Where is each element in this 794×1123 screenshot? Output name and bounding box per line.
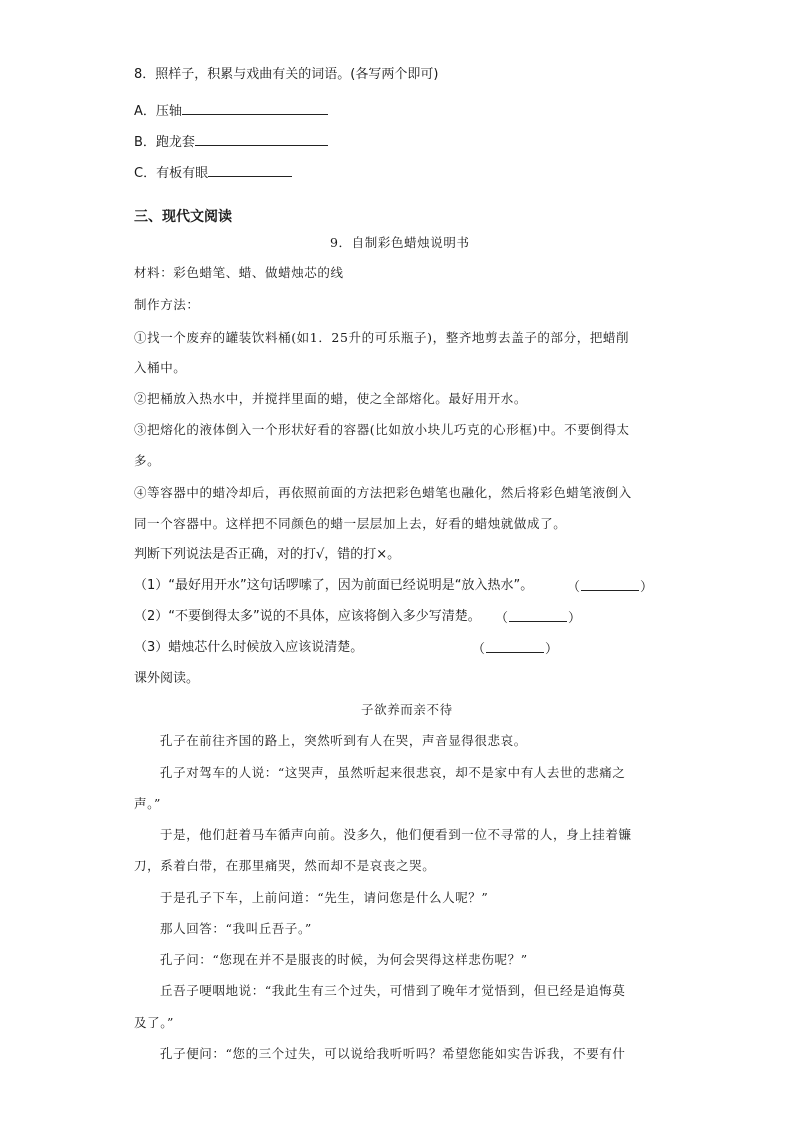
answer-a-label: A．压轴 (134, 104, 182, 119)
story-paragraph: 孔子在前往齐国的路上，突然听到有人在哭，声音显得很悲哀。 (160, 733, 527, 748)
judge-item-1-answer[interactable] (567, 578, 653, 596)
question-8-text: 8．照样子，积累与戏曲有关的词语。(各写两个即可) (134, 67, 439, 82)
judge-item-2-text: （2）“不要倒得太多”说的不具体，应该将倒入多少写清楚。 (134, 609, 481, 624)
step-3-line-2: 多。 (134, 453, 161, 468)
answer-b-row (134, 132, 328, 151)
answer-blank[interactable] (486, 640, 544, 653)
answer-b-blank[interactable] (195, 132, 328, 146)
step-1-line-2: 入桶中。 (134, 360, 187, 375)
story-paragraph: 丘吾子哽咽地说：“我此生有三个过失，可惜到了晚年才觉悟到，但已经是追悔莫 (160, 983, 626, 998)
judge-item-3 (134, 640, 363, 656)
materials-line: 材料：彩色蜡笔、蜡、做蜡烛芯的线 (134, 265, 344, 280)
answer-c-blank[interactable] (208, 163, 292, 177)
step-2-line: ②把桶放入热水中，并搅拌里面的蜡，使之全部熔化。最好用开水。 (134, 391, 528, 406)
answer-b-label: B．跑龙套 (134, 135, 195, 150)
story-title: 子欲养而亲不待 (361, 702, 453, 717)
story-paragraph: 孔子对驾车的人说：“这哭声，虽然听起来很悲哀，却不是家中有人去世的悲痛之 (160, 765, 626, 780)
judge-item-1-text: （1）“最好用开水”这句话啰嗦了，因为前面已经说明是“放入热水”。 (134, 578, 534, 593)
story-paragraph: 孔子便问：“您的三个过失，可以说给我听听吗？希望您能如实告诉我，不要有什 (160, 1046, 626, 1061)
open-paren: （ (495, 611, 509, 626)
answer-a-row (134, 101, 328, 120)
extra-reading-label: 课外阅读。 (134, 671, 200, 686)
story-paragraph: 于是，他们赶着马车循声向前。没多久，他们便看到一位不寻常的人，身上挂着镰 (160, 827, 632, 842)
judge-item-3-answer[interactable] (472, 640, 558, 658)
story-paragraph-cont: 声。” (134, 796, 161, 811)
close-paren: ） (545, 642, 559, 657)
answer-c-label: C．有板有眼 (134, 166, 209, 181)
judge-item-3-text: （3）蜡烛芯什么时候放入应该说清楚。 (134, 640, 364, 655)
open-paren: （ (567, 580, 581, 595)
section-3-title: 三、现代文阅读 (134, 209, 232, 225)
story-paragraph: 于是孔子下车，上前问道：“先生，请问您是什么人呢？” (160, 890, 489, 905)
story-paragraph-cont: 刀，系着白带，在那里痛哭，然而却不是哀丧之哭。 (134, 858, 436, 873)
judge-item-1 (134, 578, 533, 594)
answer-blank[interactable] (509, 609, 567, 622)
close-paren: ） (640, 580, 654, 595)
answer-blank[interactable] (581, 578, 639, 591)
judge-item-2-answer[interactable] (495, 609, 581, 627)
story-paragraph-cont: 及了。” (134, 1015, 175, 1030)
judge-instruction: 判断下列说法是否正确，对的打√，错的打×。 (134, 547, 401, 562)
story-paragraph: 孔子问：“您现在并不是服丧的时候，为何会哭得这样悲伤呢？” (160, 952, 528, 967)
story-paragraph: 那人回答：“我叫丘吾子。” (160, 921, 312, 936)
answer-a-blank[interactable] (182, 101, 328, 115)
answer-c-row (134, 163, 292, 182)
step-4-line-1: ④等容器中的蜡冷却后，再依照前面的方法把彩色蜡笔也融化，然后将彩色蜡笔液倒入 (134, 485, 632, 500)
method-label: 制作方法： (134, 297, 200, 312)
step-1-line-1: ①找一个废弃的罐装饮料桶(如1．25升的可乐瓶子)，整齐地剪去盖子的部分，把蜡削 (134, 330, 630, 345)
step-3-line-1: ③把熔化的液体倒入一个形状好看的容器(比如放小块儿巧克的心形框)中。不要倒得太 (134, 422, 630, 437)
open-paren: （ (472, 642, 486, 657)
question-9-title: 9．自制彩色蜡烛说明书 (330, 235, 470, 250)
close-paren: ） (568, 611, 582, 626)
judge-item-2 (134, 609, 481, 625)
step-4-line-2: 同一个容器中。这样把不同颜色的蜡一层层加上去，好看的蜡烛就做成了。 (134, 516, 567, 531)
